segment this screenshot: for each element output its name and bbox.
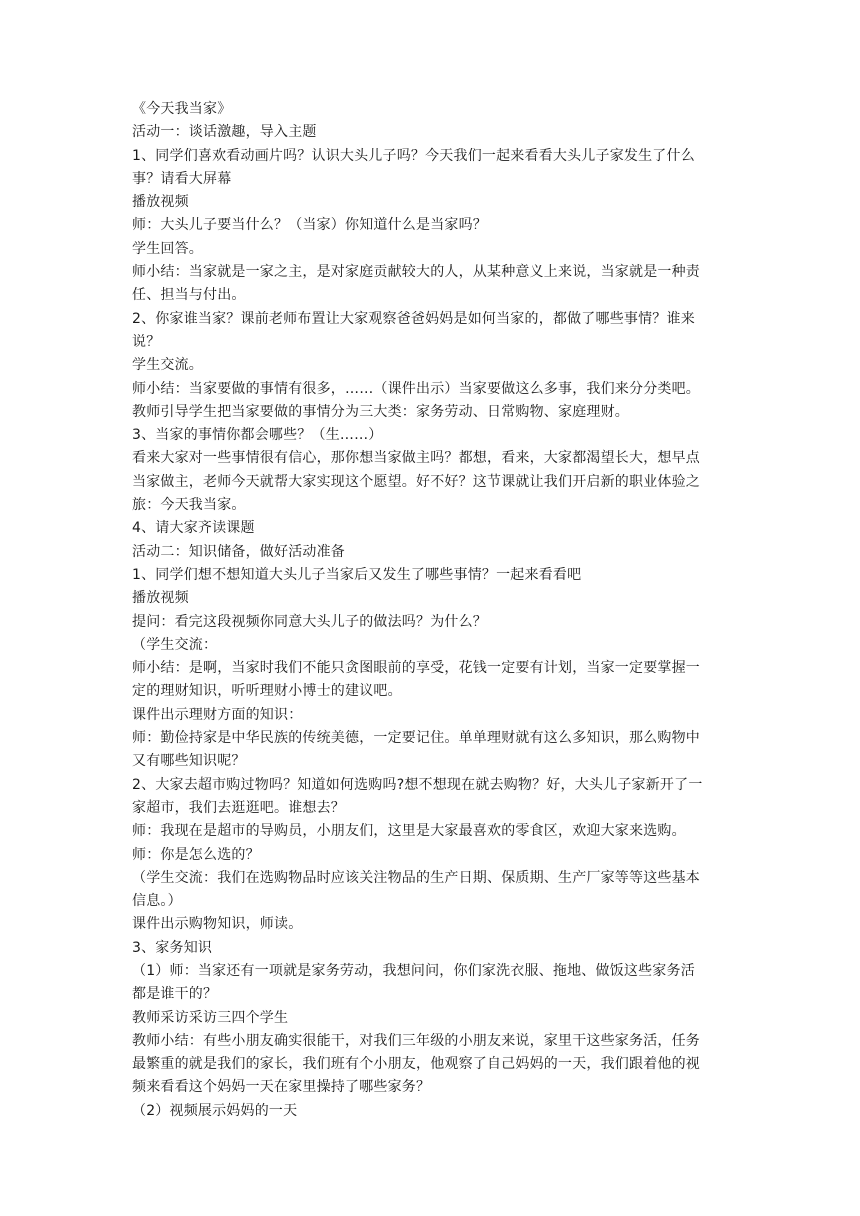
text-line: 师小结：当家就是一家之主，是对家庭贡献较大的人，从某种意义上来说，当家就是一种责	[132, 264, 700, 281]
text-line: 又有哪些知识呢？	[132, 753, 246, 770]
text-line: 事？请看大屏幕	[132, 170, 232, 187]
text-line: 课件出示购物知识，师读。	[132, 916, 303, 933]
document-body	[132, 98, 736, 1123]
text-line: （学生交流：我们在选购物品时应该关注物品的生产日期、保质期、生产厂家等等这些基本	[132, 869, 700, 886]
text-line: 提问：看完这段视频你同意大头儿子的做法吗？为什么？	[132, 613, 487, 630]
text-line: 师小结：是啊，当家时我们不能只贪图眼前的享受，花钱一定要有计划，当家一定要掌握一	[132, 660, 700, 677]
text-line: 教师小结：有些小朋友确实很能干，对我们三年级的小朋友来说，家里干这些家务活，任务	[132, 1032, 700, 1049]
text-line: 教师引导学生把当家要做的事情分为三大类：家务劳动、日常购物、家庭理财。	[132, 403, 629, 420]
text-line: 师：勤俭持家是中华民族的传统美德，一定要记住。单单理财就有这么多知识，那么购物中	[132, 730, 700, 747]
text-line: 都是谁干的？	[132, 986, 218, 1003]
text-line: 1、同学们想不想知道大头儿子当家后又发生了哪些事情？一起来看看吧	[132, 566, 582, 583]
text-line: 师：你是怎么选的？	[132, 846, 260, 863]
text-line: 当家做主，老师今天就帮大家实现这个愿望。好不好？这节课就让我们开启新的职业体验之	[132, 473, 700, 490]
text-line: （学生交流：	[132, 636, 218, 653]
text-line: 播放视频	[132, 590, 189, 607]
text-line: 定的理财知识，听听理财小博士的建议吧。	[132, 683, 402, 700]
document-title: 《今天我当家》	[132, 101, 232, 117]
text-line: 1、同学们喜欢看动画片吗？认识大头儿子吗？今天我们一起来看看大头儿子家发生了什么	[132, 147, 695, 164]
text-line: 3、家务知识	[132, 939, 213, 956]
text-line: 学生回答。	[132, 240, 203, 257]
text-line: 师：大头儿子要当什么？（当家）你知道什么是当家吗？	[132, 217, 487, 234]
text-line: （2）视频展示妈妈的一天	[132, 1102, 298, 1119]
text-line: 旅：今天我当家。	[132, 497, 246, 514]
text-line: 教师采访采访三四个学生	[132, 1009, 289, 1026]
text-line: 说？	[132, 333, 161, 350]
text-line: （1）师：当家还有一项就是家务劳动，我想问问，你们家洗衣服、拖地、做饭这些家务活	[132, 962, 695, 979]
text-line: 课件出示理财方面的知识：	[132, 706, 303, 723]
text-line: 3、当家的事情你都会哪些？（生……）	[132, 427, 383, 444]
text-line: 4、请大家齐读课题	[132, 520, 255, 537]
text-line: 师：我现在是超市的导购员，小朋友们，这里是大家最喜欢的零食区，欢迎大家来选购。	[132, 823, 686, 840]
text-line: 家超市，我们去逛逛吧。谁想去？	[132, 799, 345, 816]
text-line: 看来大家对一些事情很有信心，那你想当家做主吗？都想，看来，大家都渴望长大，想早点	[132, 450, 700, 467]
text-line: 任、担当与付出。	[132, 287, 246, 304]
text-line: 最繁重的就是我们的家长，我们班有个小朋友，他观察了自己妈妈的一天，我们跟着他的视	[132, 1056, 700, 1073]
text-line: 活动二：知识储备，做好活动准备	[132, 543, 345, 560]
text-line: 师小结：当家要做的事情有很多，……（课件出示）当家要做这么多事，我们来分分类吧。	[132, 380, 700, 397]
text-line: 频来看看这个妈妈一天在家里操持了哪些家务？	[132, 1079, 431, 1096]
text-line: 2、你家谁当家？课前老师布置让大家观察爸爸妈妈是如何当家的，都做了哪些事情？谁来	[132, 310, 695, 327]
text-line: 信息。）	[132, 893, 182, 910]
text-line: 学生交流。	[132, 357, 203, 374]
text-line: 活动一：谈话激趣，导入主题	[132, 124, 317, 141]
text-line: 2、大家去超市购过物吗？知道如何选购吗?想不想现在就去购物？好，大头儿子家新开了一	[132, 776, 703, 793]
text-line: 播放视频	[132, 194, 189, 211]
